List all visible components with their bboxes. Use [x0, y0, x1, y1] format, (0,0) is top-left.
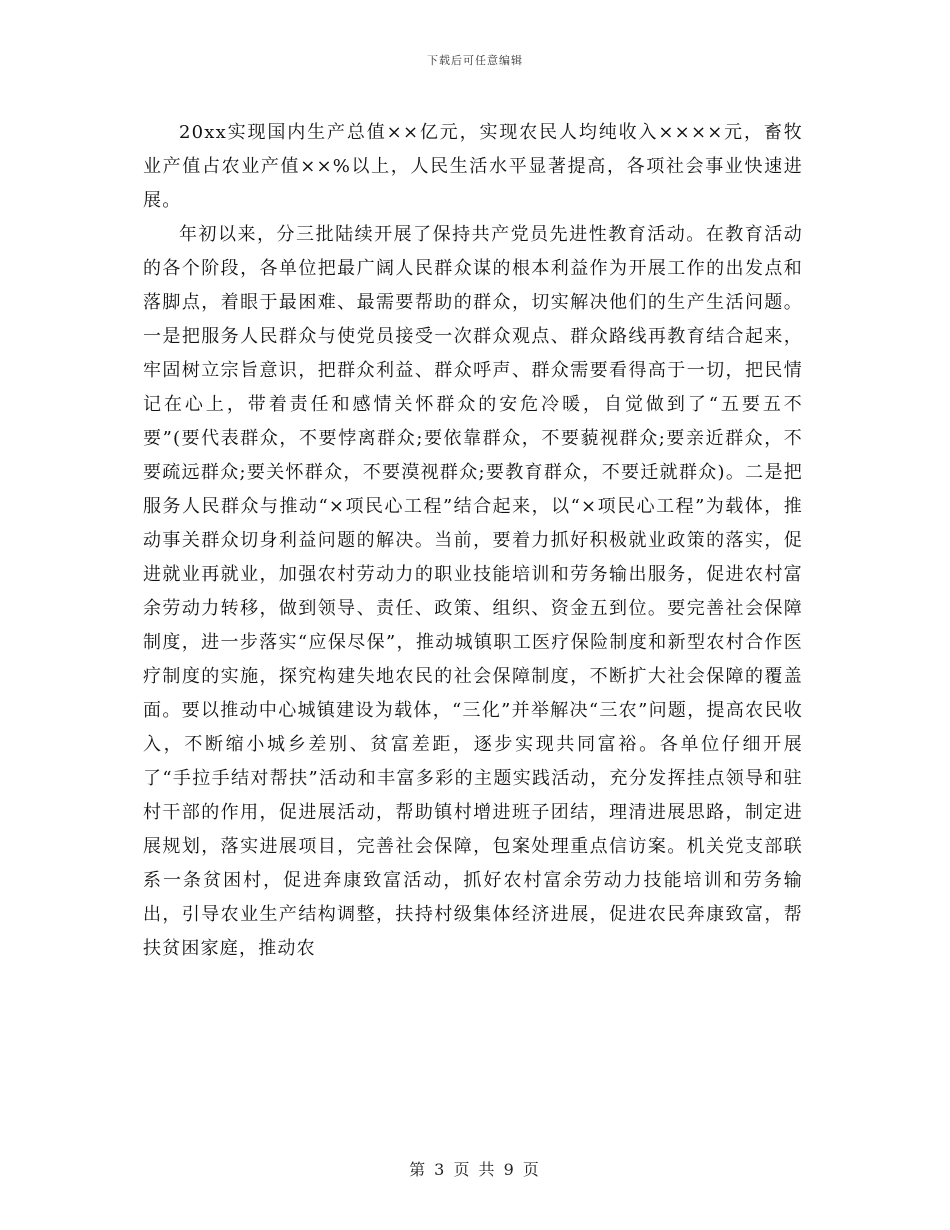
paragraph-1: 20xx实现国内生产总值××亿元，实现农民人均纯收入××××元，畜牧业产值占农业产值××%以上，人民生活水平显著提高，各项社会事业快速进展。 [143, 122, 803, 211]
paragraph-2: 年初以来，分三批陆续开展了保持共产党员先进性教育活动。在教育活动的各个阶段，各单位把最广阔人民群众谋的根本利益作为开展工作的出发点和落脚点，着眼于最困难、最需要帮助的群众，切实解决他们的生产生活问题。一是把服务人民群众与使党员接受一次群众观点、群众路线再教育结合起来，牢固树立宗旨意识，把群众利益、群众呼声、群众需要看得高于一切，把民情记在心上，带着责任和感情关怀群众的安危冷暖，自觉做到了“五要五不要”(要代表群众，不要悖离群众;要依靠群众，不要藐视群众;要亲近群众，不要疏远群众;要关怀群众，不要漠视群众;要教育群众，不要迁就群众)。二是把服务人民群众与推动“×项民心工程”结合起来，以“×项民心工程”为载体，推动事关群众切身利益问题的解决。当前，要着力抓好积极就业政策的落实，促进就业再就业，加强农村劳动力的职业技能培训和劳务输出服务，促进农村富余劳动力转移，做到领导、责任、政策、组织、资金五到位。要完善社会保障制度，进一步落实“应保尽保”，推动城镇职工医疗保险制度和新型农村合作医疗制度的实施，探究构建失地农民的社会保障制度，不断扩大社会保障的覆盖面。要以推动中心城镇建设为载体，“三化”并举解决“三农”问题，提高农民收入，不断缩小城乡差别、贫富差距，逐步实现共同富裕。各单位仔细开展了“手拉手结对帮扶”活动和丰富多彩的主题实践活动，充分发挥挂点领导和驻村干部的作用，促进展活动，帮助镇村增进班子团结，理清进展思路，制定进展规划，落实进展项目，完善社会保障，包案处理重点信访案。机关党支部联系一条贫困村，促进奔康致富活动，抓好农村富余劳动力技能培训和劳务输出，引导农业生产结构调整，扶持村级集体经济进展，促进农民奔康致富，帮扶贫困家庭，推动农 [143, 224, 803, 959]
page-number-footer: 第 3 页 共 9 页 [409, 1160, 541, 1179]
document-body [143, 116, 803, 966]
page-header: 下载后可任意编辑 [427, 54, 523, 67]
